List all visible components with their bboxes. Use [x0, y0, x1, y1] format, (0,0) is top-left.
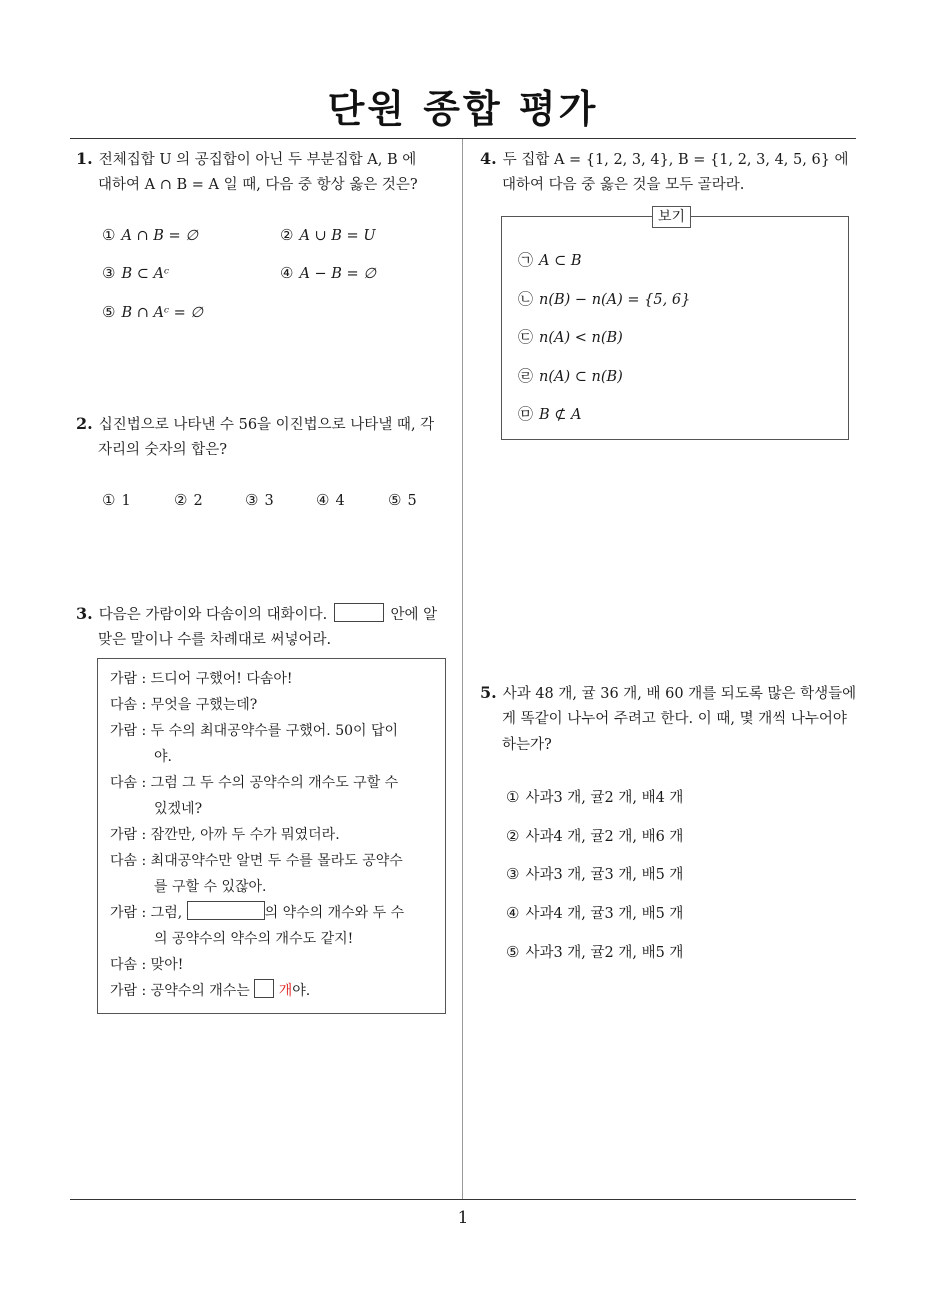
utterance: 두 수의 최대공약수를 구했어. 50이 답이 — [150, 723, 399, 739]
choice-mark: ① — [102, 226, 116, 244]
choice-text: 4 — [335, 493, 345, 509]
bogi-item-1 — [518, 249, 582, 270]
speaker: 가람 : — [110, 827, 147, 843]
question-2-number: 2. — [76, 414, 93, 433]
page-number: 1 — [457, 1208, 469, 1228]
question-4-line-1 — [480, 146, 849, 173]
speaker: 가람 : — [110, 723, 147, 739]
choice-text: 2 — [193, 493, 203, 509]
question-1-text-1: 전체집합 U 의 공집합이 아닌 두 부분집합 A, B 에 — [98, 152, 417, 168]
bogi-item-3 — [518, 326, 623, 347]
choice-mark: ③ — [102, 264, 116, 282]
top-divider — [70, 138, 856, 139]
speaker: 가람 : — [110, 983, 147, 999]
choice-text: A ∪ B = U — [299, 228, 376, 244]
q5-choice-3[interactable] — [506, 863, 683, 884]
utterance: 그럼 그 두 수의 공약수의 개수도 구할 수 — [150, 775, 399, 791]
choice-mark: ④ — [506, 904, 520, 922]
dialogue-line-2 — [110, 692, 257, 718]
q1-choice-3[interactable] — [102, 264, 169, 282]
choice-mark: ② — [280, 226, 294, 244]
choice-text: A ∩ B = ∅ — [121, 228, 198, 244]
dialogue-line-4-cont: 있겠네? — [154, 801, 203, 817]
item-text: n(A) ⊂ n(B) — [539, 369, 623, 385]
dialogue-line-6-cont: 를 구할 수 있잖아. — [154, 879, 267, 895]
answer-blank-box — [334, 603, 384, 622]
utterance: 맞아! — [150, 957, 184, 973]
question-5-text-1: 사과 48 개, 귤 36 개, 배 60 개를 되도록 많은 학생들에 — [502, 686, 857, 702]
q5-choice-1[interactable] — [506, 786, 683, 807]
item-mark: ㉡ — [518, 290, 534, 308]
utterance: 무엇을 구했는데? — [150, 697, 258, 713]
choice-text: 3 — [264, 493, 274, 509]
question-3-line-1 — [76, 601, 437, 628]
answer-blank-box — [187, 901, 265, 920]
q2-choice-2[interactable] — [174, 491, 203, 509]
dialogue-line-1 — [110, 666, 293, 692]
choice-mark: ③ — [245, 491, 259, 509]
choice-mark: ④ — [316, 491, 330, 509]
utterance-b: 야. — [292, 983, 311, 999]
question-2-text-1: 십진법으로 나타낸 수 56을 이진법으로 나타낼 때, 각 — [98, 417, 435, 433]
choice-text: 1 — [121, 493, 131, 509]
utterance-a: 그럼, — [150, 905, 183, 921]
question-2-line-2: 자리의 숫자의 합은? — [98, 442, 228, 458]
dialogue-line-3-cont: 야. — [154, 749, 172, 765]
dialogue-line-7 — [110, 900, 404, 926]
question-1-line-1 — [76, 146, 416, 173]
choice-mark: ③ — [506, 865, 520, 883]
choice-text: B ∩ Aᶜ = ∅ — [121, 305, 204, 321]
choice-mark: ② — [506, 827, 520, 845]
question-1-number: 1. — [76, 149, 93, 168]
choice-mark: ⑤ — [506, 943, 520, 961]
page-title: 단원 종합 평가 — [327, 87, 599, 131]
question-2-line-1 — [76, 411, 434, 438]
bogi-item-5 — [518, 403, 582, 424]
utterance-a: 공약수의 개수는 — [150, 983, 250, 999]
q1-choice-4[interactable] — [280, 264, 376, 282]
q5-choice-4[interactable] — [506, 902, 683, 923]
choice-text: 사과3 개, 귤3 개, 배5 개 — [525, 867, 684, 883]
speaker: 다솜 : — [110, 957, 147, 973]
q2-choice-5[interactable] — [388, 491, 417, 509]
item-mark: ㉣ — [518, 367, 534, 385]
q5-choice-2[interactable] — [506, 825, 683, 846]
choice-text: 사과4 개, 귤3 개, 배5 개 — [525, 906, 684, 922]
item-text: n(B) − n(A) = {5, 6} — [539, 292, 691, 308]
item-text: n(A) < n(B) — [539, 330, 623, 346]
choice-text: 5 — [407, 493, 417, 509]
question-5-line-3: 하는가? — [502, 737, 552, 753]
bogi-label: 보기 — [652, 206, 691, 228]
choice-text: 사과3 개, 귤2 개, 배5 개 — [525, 945, 684, 961]
bogi-item-2 — [518, 288, 690, 309]
choice-mark: ⑤ — [102, 303, 116, 321]
speaker: 다솜 : — [110, 697, 147, 713]
question-3-number: 3. — [76, 604, 93, 623]
choice-mark: ② — [174, 491, 188, 509]
choice-mark: ① — [506, 788, 520, 806]
question-3-line-2: 맞은 말이나 수를 차례대로 써넣어라. — [98, 632, 332, 648]
choice-mark: ① — [102, 491, 116, 509]
choice-text: B ⊂ Aᶜ — [121, 266, 170, 282]
speaker: 가람 : — [110, 905, 147, 921]
red-unit-label: 개 — [278, 983, 293, 999]
q5-choice-5[interactable] — [506, 941, 683, 962]
item-text: B ⊄ A — [539, 407, 582, 423]
question-5-line-2: 게 똑같이 나누어 주려고 한다. 이 때, 몇 개씩 나누어야 — [502, 711, 847, 727]
choice-mark: ⑤ — [388, 491, 402, 509]
q1-choice-5[interactable] — [102, 303, 203, 321]
item-text: A ⊂ B — [539, 253, 582, 269]
question-3-text-1b: 안에 알 — [390, 607, 438, 623]
speaker: 가람 : — [110, 671, 147, 687]
utterance: 잠깐만, 아까 두 수가 뭐였더라. — [150, 827, 340, 843]
utterance: 최대공약수만 알면 두 수를 몰라도 공약수 — [150, 853, 403, 869]
answer-blank-box — [254, 979, 274, 998]
q2-choice-1[interactable] — [102, 491, 131, 509]
q1-choice-1[interactable] — [102, 226, 198, 244]
question-4-text-1: 두 집합 A = {1, 2, 3, 4}, B = {1, 2, 3, 4, 5, 6} 에 — [502, 152, 849, 168]
q1-choice-2[interactable] — [280, 226, 376, 244]
dialogue-line-7-cont: 의 공약수의 약수의 개수도 같지! — [154, 931, 354, 947]
q2-choice-4[interactable] — [316, 491, 345, 509]
item-mark: ㉤ — [518, 405, 534, 423]
column-divider — [462, 139, 463, 1200]
choice-text: A − B = ∅ — [299, 266, 376, 282]
question-3-text-1a: 다음은 가람이와 다솜이의 대화이다. — [98, 607, 328, 623]
item-mark: ㉢ — [518, 328, 534, 346]
speaker: 다솜 : — [110, 775, 147, 791]
dialogue-line-4 — [110, 770, 398, 796]
utterance-b: 의 약수의 개수와 두 수 — [264, 905, 405, 921]
dialogue-line-8 — [110, 952, 183, 978]
dialogue-line-9 — [110, 978, 310, 1004]
choice-text: 사과4 개, 귤2 개, 배6 개 — [525, 829, 684, 845]
bogi-item-4 — [518, 365, 623, 386]
dialogue-line-6 — [110, 848, 403, 874]
q2-choice-3[interactable] — [245, 491, 274, 509]
dialogue-line-3 — [110, 718, 398, 744]
question-5-line-1 — [480, 680, 856, 707]
speaker: 다솜 : — [110, 853, 147, 869]
bottom-divider — [70, 1199, 856, 1200]
utterance: 드디어 구했어! 다솜아! — [150, 671, 293, 687]
item-mark: ㉠ — [518, 251, 534, 269]
question-4-number: 4. — [480, 149, 497, 168]
choice-text: 사과3 개, 귤2 개, 배4 개 — [525, 790, 684, 806]
dialogue-line-5 — [110, 822, 340, 848]
question-1-line-2: 대하여 A ∩ B = A 일 때, 다음 중 항상 옳은 것은? — [98, 177, 418, 193]
choice-mark: ④ — [280, 264, 294, 282]
question-5-number: 5. — [480, 683, 497, 702]
question-4-line-2: 대하여 다음 중 옳은 것을 모두 골라라. — [502, 177, 745, 193]
